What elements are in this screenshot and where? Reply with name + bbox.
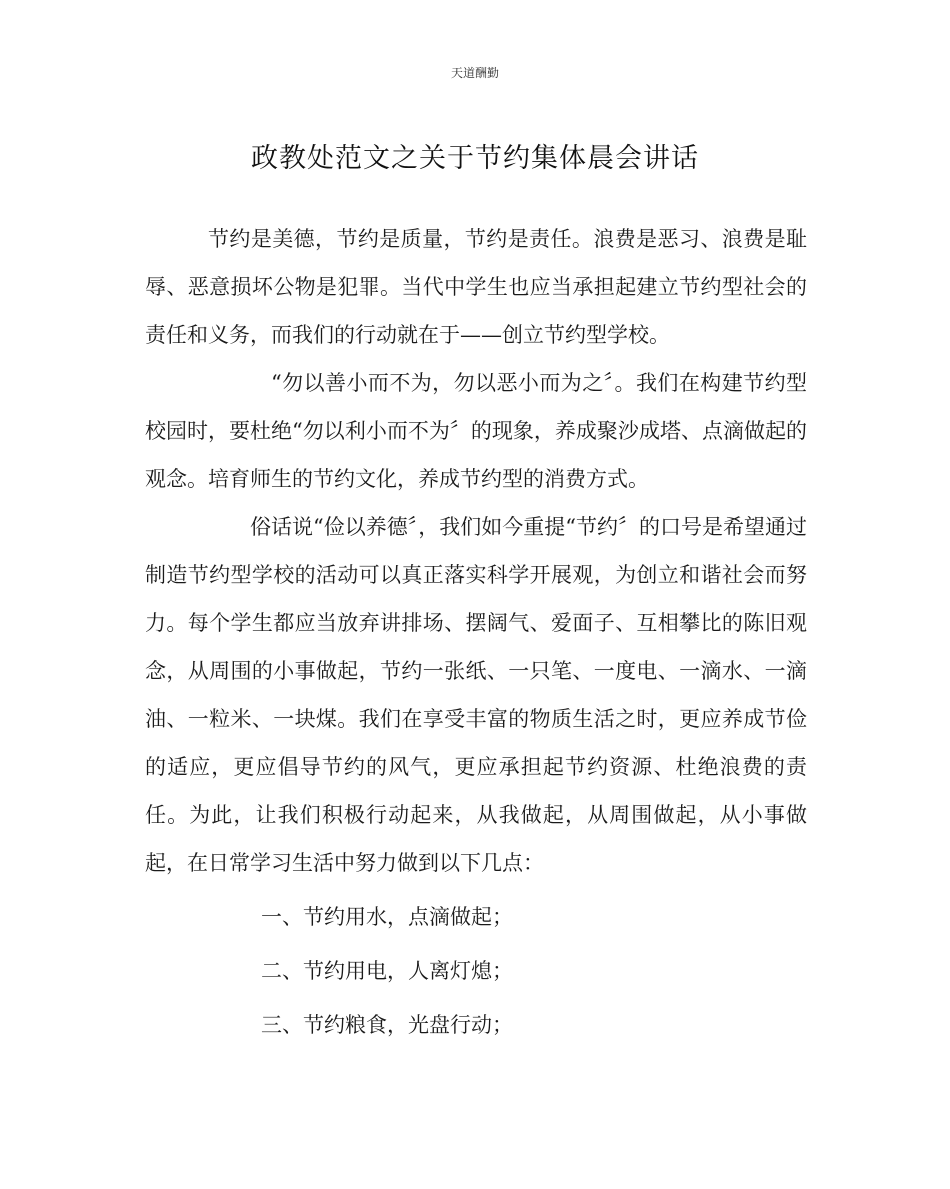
paragraph-1: 节约是美德，节约是质量，节约是责任。浪费是恶习、浪费是耻辱、恶意损坏公物是犯罪。当代中学生也应当承担起建立节约型社会的责任和义务，而我们的行动就在于——创立节约型学校。: [145, 227, 807, 347]
document-body: [145, 215, 807, 1049]
list-item-1: 一、节约用水，点滴做起；: [261, 905, 513, 929]
list-item-3: 三、节约粮食，光盘行动；: [261, 1013, 513, 1037]
paragraph-3: 俗话说“俭以养德〞，我们如今重提“节约〞的口号是希望通过制造节约型学校的活动可以真正落实科学开展观，为创立和谐社会而努力。每个学生都应当放弃讲排场、摆阔气、爱面子、互相攀比的陈旧观念，从周围的小事做起，节约一张纸、一只笔、一度电、一滴水、一滴油、一粒米、一块煤。我们在享受丰富的物质生活之时，更应养成节俭的适应，更应倡导节约的风气，更应承担起节约资源、杜绝浪费的责任。为此，让我们积极行动起来，从我做起，从周围做起，从小事做起，在日常学习生活中努力做到以下几点：: [145, 515, 807, 875]
list-item-2: 二、节约用电，人离灯熄；: [261, 959, 513, 983]
paragraph-2: “勿以善小而不为，勿以恶小而为之〞。我们在构建节约型校园时，要杜绝“勿以利小而不为〞的现象，养成聚沙成塔、点滴做起的观念。培育师生的节约文化，养成节约型的消费方式。: [145, 371, 807, 491]
page-header: 天道酬勤: [450, 66, 499, 80]
document-title: 政教处范文之关于节约集体晨会讲话: [251, 143, 699, 174]
